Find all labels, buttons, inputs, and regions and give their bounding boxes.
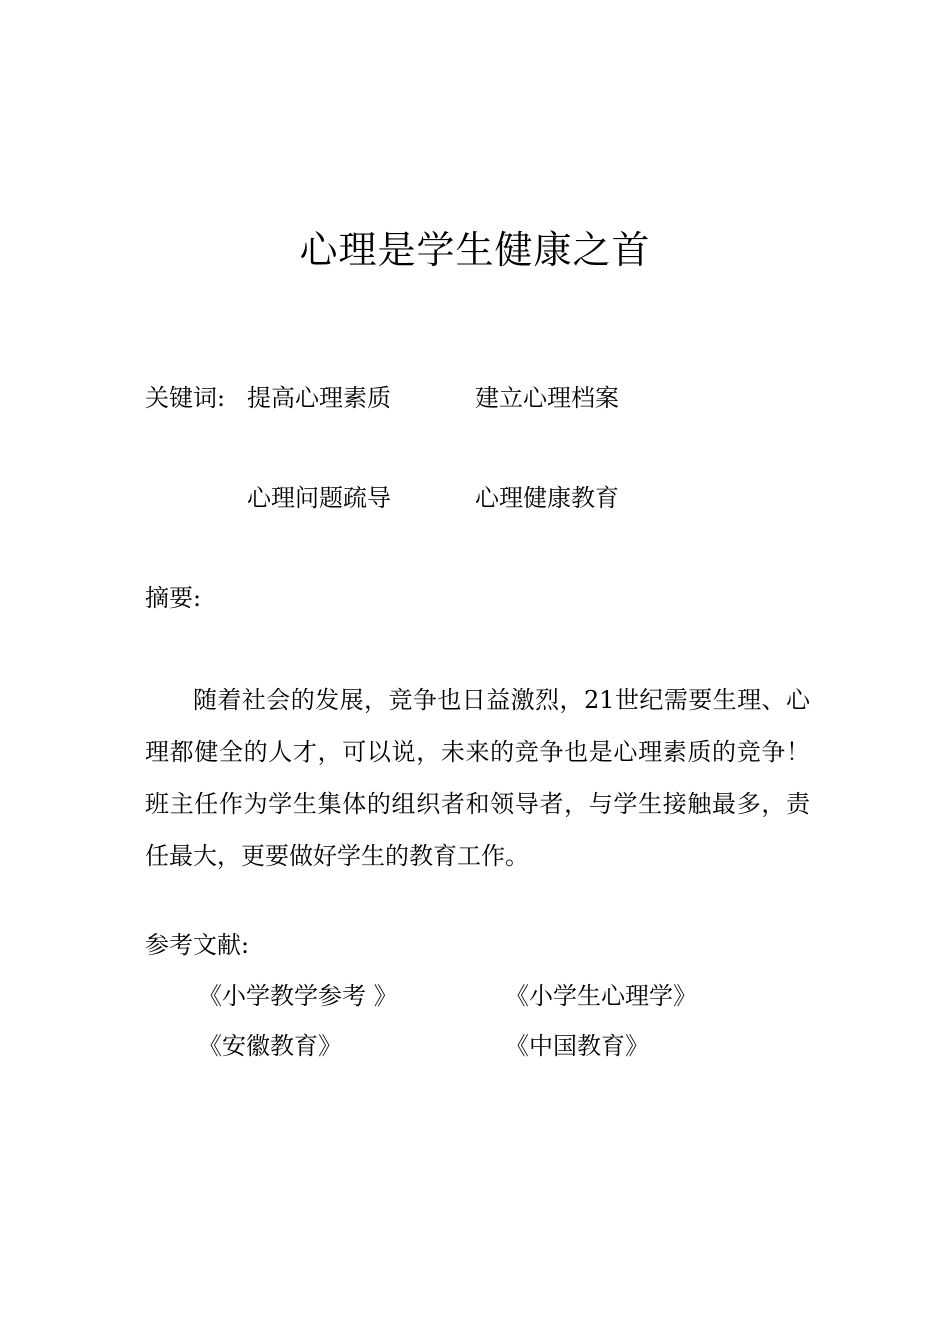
keywords-label: 关键词: [145, 384, 226, 412]
abstract-paragraph: 随着社会的发展，竞争也日益激烈，21世纪需要生理、心理都健全的人才，可以说，未来的竞争也是心理素质的竞争！班主任作为学生集体的组织者和领导者，与学生接触最多，责任最大，更要做好学生的教育工作。 [145, 686, 810, 870]
abstract-label: 摘要: [145, 584, 202, 612]
reference-item: 《安徽教育》 [198, 1032, 342, 1060]
abstract-body [145, 674, 810, 882]
reference-item: 《小学教学参考 》 [198, 982, 398, 1010]
keyword-item: 提高心理素质 [247, 384, 391, 412]
keyword-item: 心理健康教育 [475, 484, 619, 512]
references-label: 参考文献: [145, 931, 250, 959]
keyword-item: 建立心理档案 [475, 384, 619, 412]
keyword-item: 心理问题疏导 [247, 484, 391, 512]
reference-item: 《小学生心理学》 [505, 982, 697, 1010]
reference-item: 《中国教育》 [505, 1032, 649, 1060]
document-title: 心理是学生健康之首 [299, 228, 651, 272]
